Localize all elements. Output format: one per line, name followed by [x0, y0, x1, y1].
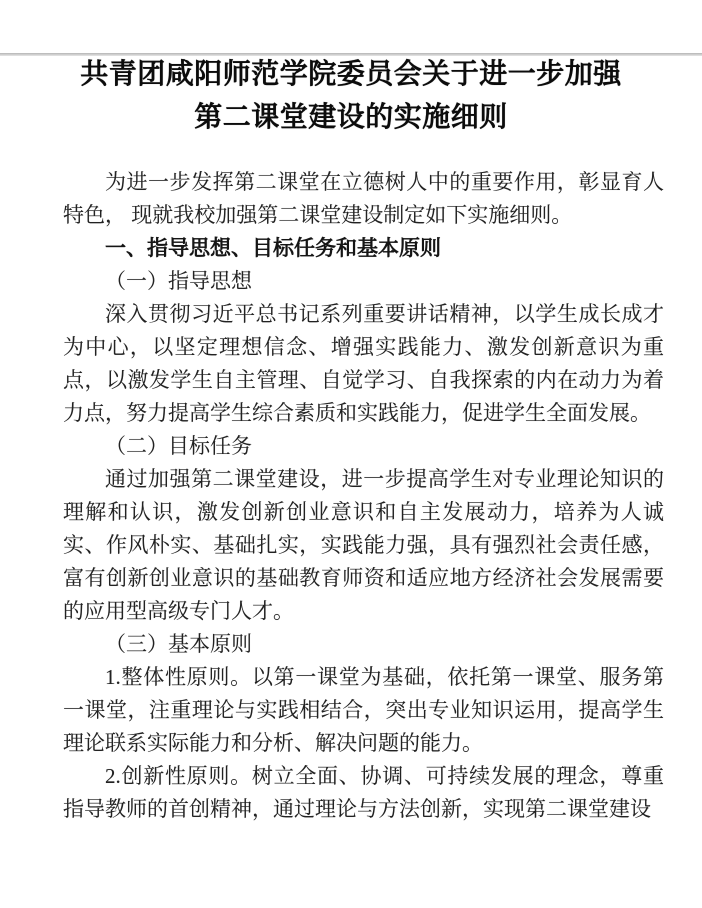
document-title-line-2: 第二课堂建设的实施细则 [194, 102, 508, 133]
page-top-edge [0, 53, 702, 56]
document-title [20, 53, 682, 139]
body-paragraph: 1.整体性原则。以第一课堂为基础，依托第一课堂、服务第一课堂，注重理论与实践相结合，突出专业知识运用，提高学生理论联系实际能力和分析、解决问题的能力。 [63, 665, 664, 755]
body-paragraph: 通过加强第二课堂建设，进一步提高学生对专业理论知识的理解和认识，激发创新创业意识和自主发展动力，培养为人诚实、作风朴实、基础扎实，实践能力强，具有强烈社会责任感，富有创新创业意识的基础教育师资和适应地方经济社会发展需要的应用型高级专门人才。 [63, 467, 664, 623]
body-paragraph: 2.创新性原则。树立全面、协调、可持续发展的理念，尊重指导教师的首创精神，通过理论与方法创新，实现第二课堂建设 [63, 764, 664, 821]
document-title-line-1: 共青团咸阳师范学院委员会关于进一步加强 [80, 59, 622, 90]
body-paragraph: 为进一步发挥第二课堂在立德树人中的重要作用，彰显育人特色， 现就我校加强第二课堂建设制定如下实施细则。 [63, 170, 664, 227]
sub-heading: （三）基本原则 [105, 632, 252, 656]
sub-heading: （二）目标任务 [105, 434, 252, 458]
chapter-heading: 一、指导思想、目标任务和基本原则 [105, 237, 441, 260]
document-page [0, 53, 702, 826]
sub-heading: （一）指导思想 [105, 269, 252, 293]
body-paragraph: 深入贯彻习近平总书记系列重要讲话精神，以学生成长成才为中心，以坚定理想信念、增强实践能力、激发创新意识为重点，以激发学生自主管理、自觉学习、自我探索的内在动力为着力点，努力提高学生综合素质和实践能力，促进学生全面发展。 [63, 302, 664, 425]
document-body [63, 166, 664, 826]
